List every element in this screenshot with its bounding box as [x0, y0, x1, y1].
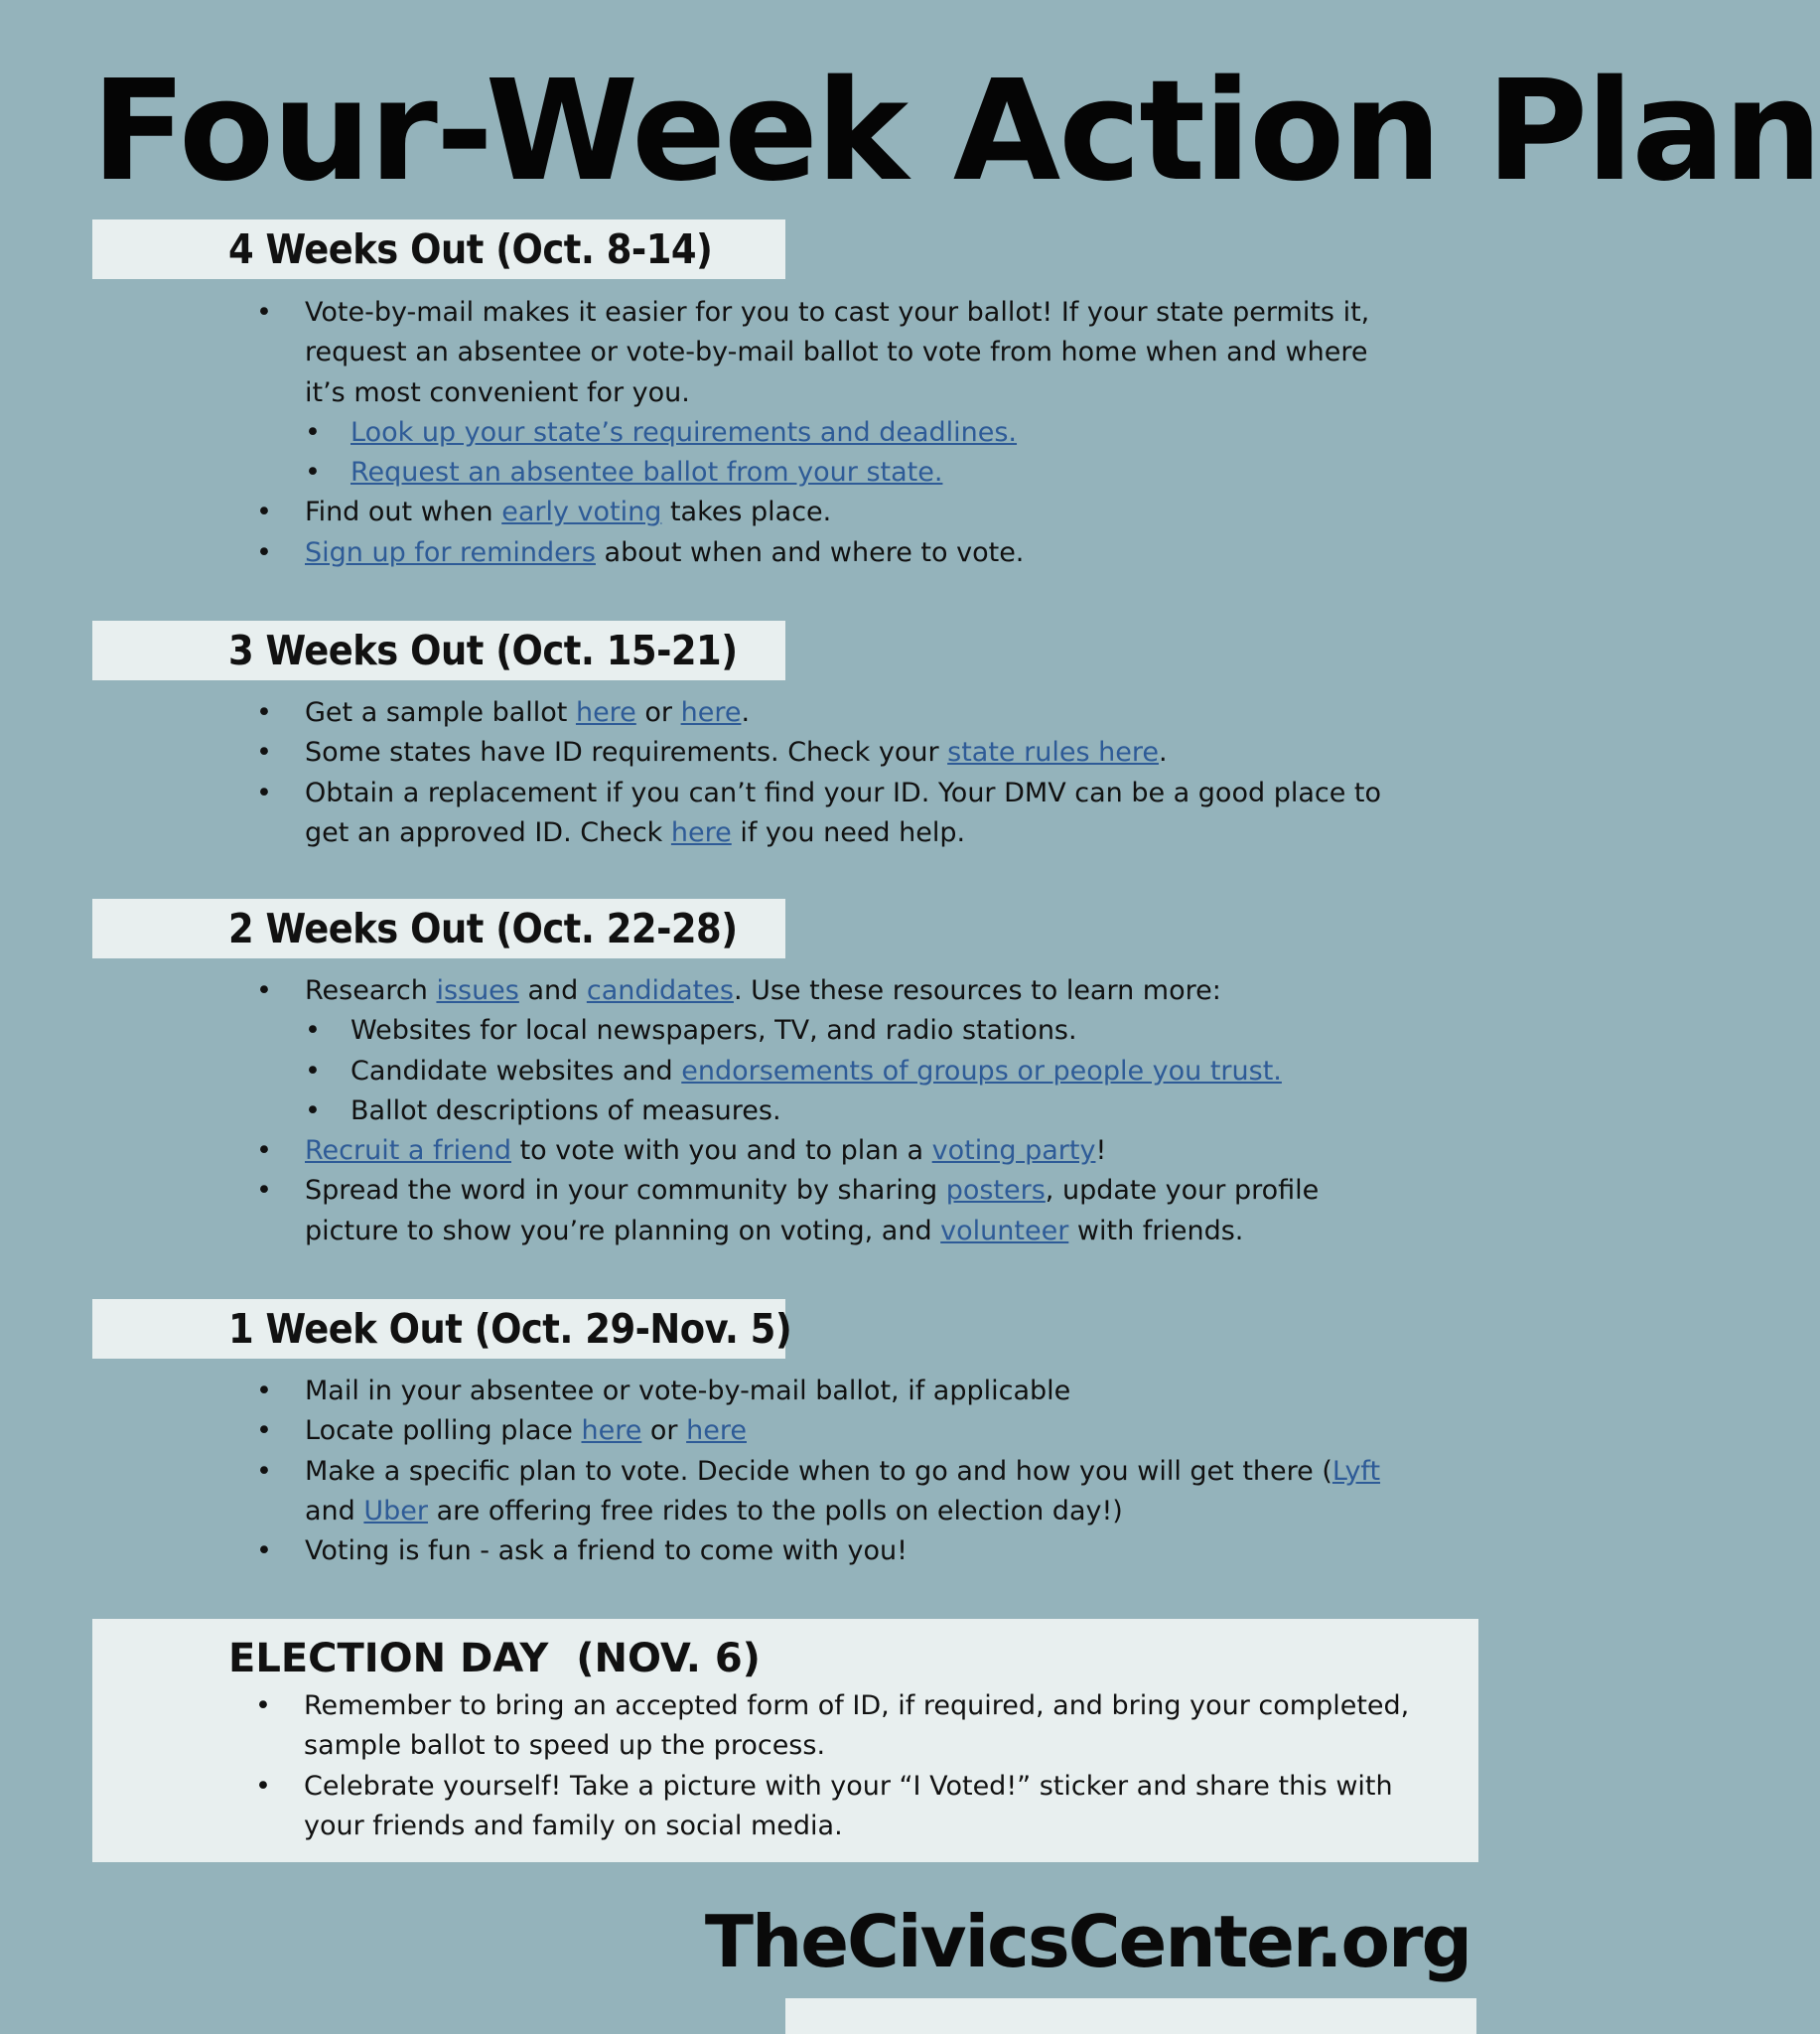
issues-link[interactable]: issues	[436, 975, 519, 1006]
list-item	[305, 1011, 1390, 1051]
list-item	[238, 493, 1390, 532]
list-2-weeks	[238, 971, 1390, 1251]
list-item	[238, 693, 1390, 733]
polling-place-link-1[interactable]: here	[581, 1415, 642, 1447]
request-absentee-link[interactable]: Request an absentee ballot from your state.	[350, 457, 943, 489]
item-text: Locate polling place	[305, 1415, 582, 1447]
section-heading-text: 4 Weeks Out (Oct. 8-14)	[228, 225, 713, 273]
item-text: Make a specific plan to vote. Decide when to go and how you will get there (	[305, 1455, 1332, 1487]
section-heading-text: 2 Weeks Out (Oct. 22-28)	[228, 905, 738, 952]
list-item	[238, 1411, 1390, 1451]
lyft-link[interactable]: Lyft	[1331, 1455, 1381, 1487]
item-text: about when and where to vote.	[595, 536, 1025, 568]
section-heading-text: 1 Week Out (Oct. 29-Nov. 5)	[228, 1305, 792, 1353]
item-text: Vote-by-mail makes it easier for you to cast your ballot! If your state permits it, request an absentee or vote-by-mail ballot to vote from home when and where it’s most convenient for you.	[305, 297, 1370, 408]
section-heading-3-weeks	[92, 621, 785, 680]
item-text: Some states have ID requirements. Check your	[305, 737, 948, 769]
item-text: are offering free rides to the polls on election day!)	[428, 1495, 1123, 1526]
page-title: Four-Week Action Plan	[91, 51, 1820, 213]
list-item	[238, 1171, 1390, 1251]
posters-link[interactable]: posters	[945, 1175, 1046, 1207]
voting-party-link[interactable]: voting party	[931, 1135, 1096, 1167]
item-text: takes place.	[661, 497, 832, 528]
list-item: • Remember to bring an accepted form of ID, if required, and bring your completed, sample ballot to speed up the process.	[237, 1686, 1429, 1767]
list-item	[238, 1452, 1390, 1532]
id-help-link[interactable]: here	[670, 816, 732, 848]
sign-up-reminders-link[interactable]: Sign up for reminders	[305, 536, 596, 568]
item-text: Ballot descriptions of measures.	[350, 1094, 781, 1126]
list-item	[238, 293, 1390, 493]
item-text: .	[1158, 737, 1168, 769]
uber-link[interactable]: Uber	[363, 1495, 429, 1526]
item-text: !	[1095, 1135, 1107, 1167]
list-item	[305, 1091, 1390, 1131]
list-item	[238, 1131, 1390, 1171]
early-voting-link[interactable]: early voting	[501, 497, 662, 528]
section-heading-text: 3 Weeks Out (Oct. 15-21)	[228, 627, 738, 674]
list-item	[238, 774, 1390, 854]
item-text: Research	[305, 975, 437, 1006]
list-item	[238, 733, 1390, 773]
item-text: to vote with you and to plan a	[510, 1135, 932, 1167]
item-text: if you need help.	[731, 816, 966, 848]
item-text: . Use these resources to learn more:	[733, 975, 1221, 1006]
item-text: Candidate websites and	[350, 1055, 682, 1087]
section-heading-4-weeks	[92, 219, 785, 279]
item-text: Obtain a replacement if you can’t find your ID. Your DMV can be a good place to get an approved ID. Check	[305, 777, 1382, 848]
item-text: and	[305, 1495, 364, 1526]
state-requirements-link[interactable]: Look up your state’s requirements and deadlines.	[350, 416, 1018, 448]
item-text: Get a sample ballot	[305, 697, 576, 728]
sample-ballot-link-1[interactable]: here	[575, 697, 636, 728]
list-item: • Celebrate yourself! Take a picture with your “I Voted!” sticker and share this with your friends and family on social media.	[237, 1767, 1429, 1847]
section-heading-2-weeks	[92, 899, 785, 958]
election-day-heading: ELECTION DAY (NOV. 6)	[228, 1636, 761, 1681]
election-day-box	[92, 1619, 1478, 1862]
sub-list	[305, 1011, 1390, 1131]
item-text: with friends.	[1068, 1215, 1244, 1246]
list-item	[238, 971, 1390, 1131]
sample-ballot-link-2[interactable]: here	[680, 697, 742, 728]
list-3-weeks	[238, 693, 1390, 853]
list-item	[305, 453, 1390, 493]
election-day-list	[237, 1686, 1429, 1846]
list-item	[238, 1531, 1390, 1571]
endorsements-link[interactable]: endorsements of groups or people you trust.	[681, 1055, 1282, 1087]
candidates-link[interactable]: candidates	[586, 975, 734, 1006]
sub-list	[305, 413, 1390, 494]
volunteer-link[interactable]: volunteer	[940, 1215, 1069, 1246]
list-item	[238, 533, 1390, 573]
footer-bar	[785, 1998, 1476, 2034]
item-text: or	[635, 697, 681, 728]
list-1-week	[238, 1372, 1390, 1571]
footer-logo-text: TheCivicsCenter.org	[704, 1900, 1470, 1983]
section-heading-1-week	[92, 1299, 792, 1359]
list-item	[305, 1052, 1390, 1091]
list-item	[238, 1372, 1390, 1411]
item-text: and	[518, 975, 587, 1006]
recruit-friend-link[interactable]: Recruit a friend	[305, 1135, 511, 1167]
item-text: or	[641, 1415, 687, 1447]
item-text: Websites for local newspapers, TV, and radio stations.	[350, 1015, 1077, 1047]
item-text: Find out when	[305, 497, 502, 528]
item-text: Mail in your absentee or vote-by-mail ballot, if applicable	[305, 1376, 1071, 1406]
item-text: .	[741, 697, 751, 728]
item-text: Voting is fun - ask a friend to come with you!	[305, 1535, 908, 1567]
list-item	[305, 413, 1390, 453]
list-4-weeks	[238, 293, 1390, 573]
polling-place-link-2[interactable]: here	[686, 1415, 747, 1447]
item-text: Spread the word in your community by sharing	[305, 1175, 946, 1207]
item-text: , update your profile picture to show you’re planning on voting, and	[305, 1175, 1320, 1246]
state-rules-link[interactable]: state rules here	[947, 737, 1159, 769]
